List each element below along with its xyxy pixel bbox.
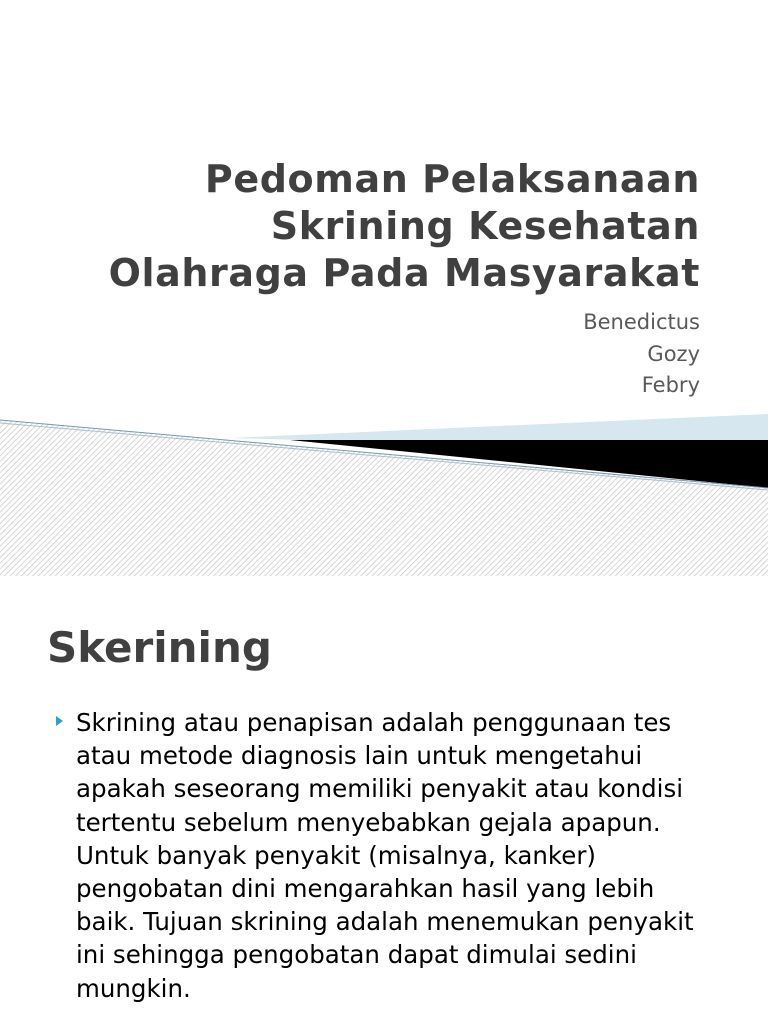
list-item <box>56 706 716 1005</box>
triangle-right-icon <box>56 716 63 726</box>
title-line: Pedoman Pelaksanaan <box>204 157 700 201</box>
slide-heading: Skerining <box>47 623 272 672</box>
title-line: Olahraga Pada Masyarakat <box>108 251 700 295</box>
author-name: Benedictus <box>583 310 700 334</box>
slide-title <box>60 156 700 297</box>
author-name: Gozy <box>647 341 700 366</box>
title-line: Skrining Kesehatan <box>270 204 700 248</box>
light-blue-band <box>230 414 768 440</box>
bullet-text: Skrining atau penapisan adalah penggunaan tes atau metode diagnosis lain untuk mengetahui apakah seseorang memiliki penyakit atau kondisi tertentu sebelum menyebabkan gejala apapun. Untuk banyak penyakit (misalnya, kanker) pengobatan dini mengarahkan hasil yang lebih baik. Tujuan skrining adalah menemukan penyakit ini sehingga pengobatan dapat dimulai sedini mungkin. <box>76 708 694 1003</box>
author-list <box>300 307 700 402</box>
decorative-banner <box>0 410 768 576</box>
author-name: Febry <box>641 373 700 397</box>
bullet-list <box>56 706 716 1005</box>
